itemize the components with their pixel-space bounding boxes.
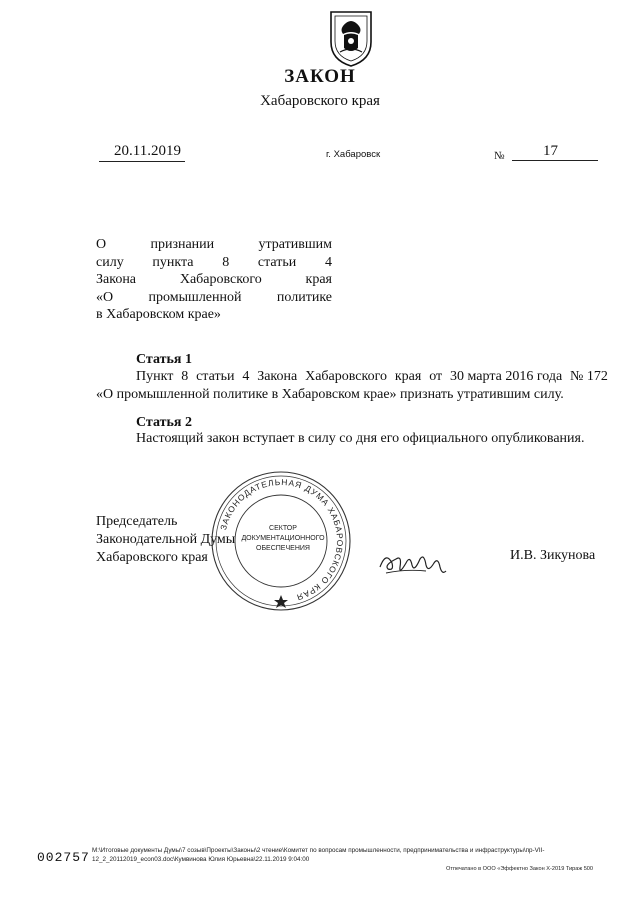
article-1-text [96,368,608,404]
coat-of-arms-emblem [326,8,376,68]
article-2-heading: Статья 2 [136,415,192,430]
chairman-position: Председатель Законодательной Думы Хабаровского края [96,514,236,565]
file-path-footer: М:\Итоговые документы Думы\7 созыв\Проекты\Законы\2 чтение\Комитет по вопросам промышленности, предпринимательства и инфраструктуры\пр-VII- 12_2_20112019_econ03.doc\Кумвинова Юлия Юрьевна\22.11.2019 9:04:00 [92,847,545,863]
date-underline [99,161,185,162]
stamp-center-line: ОБЕСПЕЧЕНИЯ [256,545,310,552]
registration-number: 002757 [37,850,90,865]
number-underline [512,160,598,161]
stamp-center-line: ДОКУМЕНТАЦИОННОГО [241,535,325,542]
number-sign: № [494,150,505,162]
law-number: 17 [543,143,558,159]
handwritten-signature [376,545,448,581]
subject-line: силу пункта 8 статьи 4 [96,254,332,270]
subject-line: в Хабаровском крае» [96,307,221,322]
subject-line: Закона Хабаровского края [96,272,332,287]
region-subtitle: Хабаровского края [260,93,380,109]
law-date: 20.11.2019 [114,143,181,159]
law-subject [96,236,332,324]
article-1-line-1: Пункт 8 статьи 4 Закона Хабаровского края от 30 марта 2016 года № 172 [136,369,608,384]
subject-line: О признании утратившим [96,237,332,252]
stamp-center-line: СЕКТОР [269,525,297,532]
print-note: Отпечатано в ООО «Эффектно Закон Х-2019 Тираж 500 [446,866,594,872]
official-stamp [210,470,352,612]
article-1-line-2: «О промышленной политике в Хабаровском крае» признать утратившим силу. [96,387,564,402]
stamp-ring-text: ЗАКОНОДАТЕЛЬНАЯ ДУМА ХАБАРОВСКОГО КРАЯ [218,476,346,603]
city-label: г. Хабаровск [326,149,381,160]
article-1-heading: Статья 1 [136,352,192,367]
signer-name: И.В. Зикунова [510,548,596,563]
document-type-title: ЗАКОН [284,66,356,87]
article-2-text: Настоящий закон вступает в силу со дня его официального опубликования. [136,431,585,446]
subject-line: «О промышленной политике [96,289,332,305]
